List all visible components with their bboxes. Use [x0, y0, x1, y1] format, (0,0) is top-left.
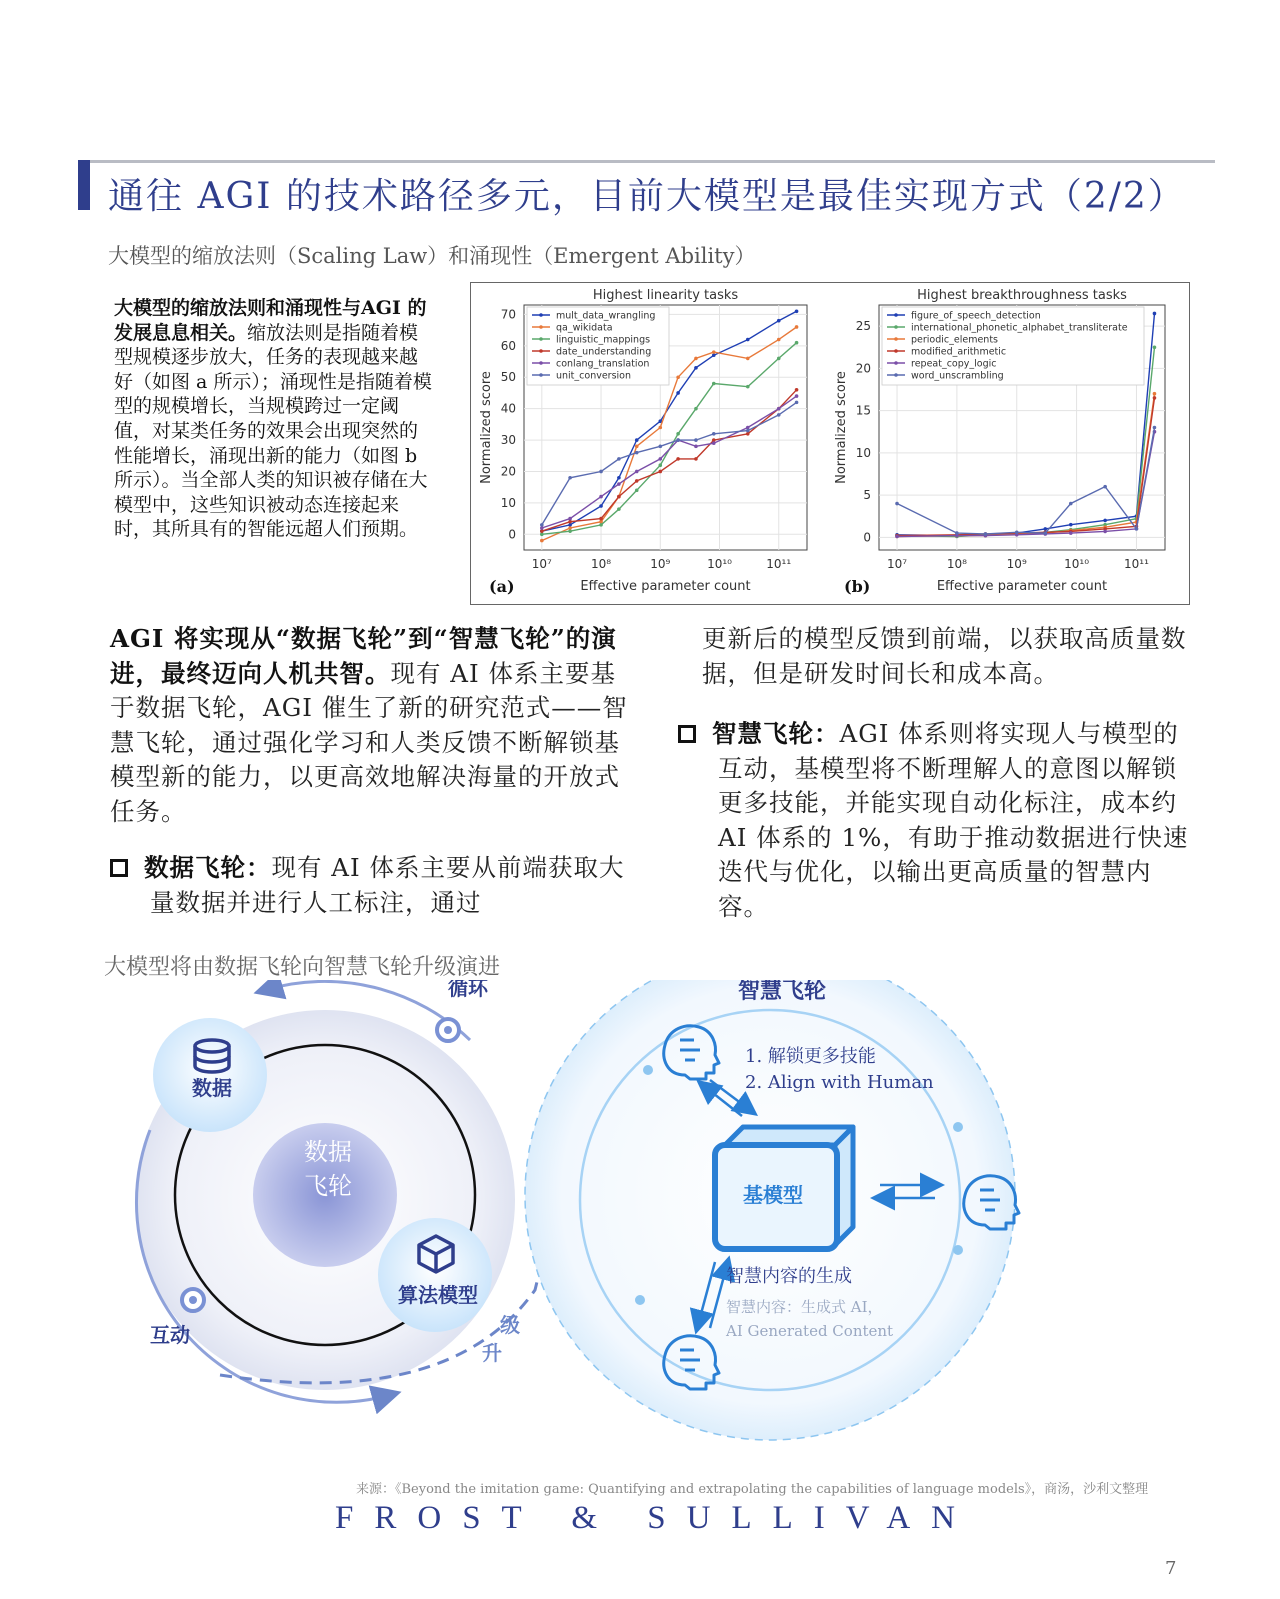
- x-axis-label: Effective parameter count: [936, 579, 1108, 594]
- legend-label: qa_wikidata: [556, 322, 613, 334]
- y-axis-label: Normalized score: [479, 371, 494, 484]
- legend-label: modified_arithmetic: [911, 346, 1007, 358]
- legend-marker: [894, 349, 898, 353]
- interact-label: 互动: [150, 1323, 190, 1347]
- y-tick-label: 25: [855, 319, 871, 334]
- legend-label: conlang_translation: [556, 358, 650, 370]
- y-tick-label: 10: [855, 445, 871, 460]
- algorithm-bubble-label: 算法模型: [398, 1283, 478, 1307]
- legend-marker: [539, 313, 543, 317]
- lead-text: 现有 AI 体系主要基于数据飞轮，AGI 催生了新的研究范式——智慧飞轮，通过强化学习和人类反馈不断解锁基模型新的能力，以更高效地解决海量的开放式任务。: [110, 658, 628, 826]
- data-flywheel-item: [110, 851, 630, 920]
- gen-title: 智慧内容的生成: [726, 1266, 852, 1287]
- y-tick-label: 20: [500, 464, 516, 479]
- page-title: 通往 AGI 的技术路径多元，目前大模型是最佳实现方式（2/2）: [108, 176, 1186, 217]
- data-point: [568, 476, 572, 480]
- cycle-label: 循环: [448, 980, 488, 1000]
- data-point: [658, 426, 662, 430]
- data-point: [676, 375, 680, 379]
- data-point: [635, 470, 639, 474]
- ring-dot: [643, 1065, 653, 1075]
- wisdom-flywheel-text: AGI 体系则将实现人与模型的互动，基模型将不断理解人的意图以解锁更多技能，并能实现自动化标注，成本约 AI 体系的 1%，有助于推动数据进行快速迭代与优化，以输出更高质量的智慧内容。: [718, 719, 1189, 921]
- data-point: [1153, 396, 1157, 400]
- data-point: [540, 526, 544, 530]
- chart-title: Highest linearity tasks: [592, 288, 739, 303]
- x-tick-label: 10¹¹: [1123, 557, 1149, 571]
- data-point: [635, 451, 639, 455]
- title-accent-bar: [78, 160, 90, 210]
- data-point: [777, 338, 781, 342]
- data-point: [712, 438, 716, 442]
- intro-text: 缩放法则是指随着模型规模逐步放大，任务的表现越来越好（如图 a 所示）；涌现性是指随着模型的规模增长，当规模跨过一定阈值，对某类任务的效果会出现突然的性能增长，涌现出新的能力（如图 b 所示）。当全部人类的知识被存储在大模型中，这些知识被动态连接起来时，其所具有的智能远超人们预期。: [114, 321, 432, 541]
- data-bubble-label: 数据: [192, 1076, 232, 1100]
- data-point: [635, 479, 639, 483]
- data-flywheel-bold: 数据飞轮：: [144, 853, 272, 882]
- x-tick-label: 10⁹: [1006, 557, 1027, 571]
- data-point: [795, 309, 799, 313]
- data-point: [712, 441, 716, 445]
- data-flywheel-continued: 更新后的模型反馈到前端，以获取高质量数据，但是研发时间长和成本高。: [702, 624, 1187, 688]
- panel-label: (b): [844, 577, 871, 596]
- data-point: [568, 523, 572, 527]
- legend-marker: [539, 325, 543, 329]
- page-number: 7: [1165, 1558, 1177, 1579]
- upgrade-label-1: 级: [500, 1313, 520, 1337]
- data-point: [795, 401, 799, 405]
- y-tick-label: 30: [500, 433, 516, 448]
- intro-paragraph: [114, 296, 432, 542]
- data-point: [635, 489, 639, 493]
- legend-marker: [539, 349, 543, 353]
- data-point: [568, 526, 572, 530]
- legend-label: unit_conversion: [556, 370, 632, 382]
- data-point: [1153, 426, 1157, 430]
- data-point: [1103, 485, 1107, 489]
- y-axis-label: Normalized score: [834, 371, 849, 484]
- data-point: [635, 445, 639, 449]
- legend-marker: [894, 361, 898, 365]
- y-tick-label: 70: [500, 307, 516, 322]
- data-point: [599, 504, 603, 508]
- data-point: [1069, 531, 1073, 535]
- body-left-column: [110, 622, 630, 920]
- legend-marker: [894, 313, 898, 317]
- x-axis-label: Effective parameter count: [580, 579, 751, 594]
- data-point: [676, 457, 680, 461]
- x-tick-label: 10⁹: [650, 557, 671, 571]
- data-point: [777, 319, 781, 323]
- ring-dot: [953, 1245, 963, 1255]
- data-point: [746, 432, 750, 436]
- data-point: [617, 457, 621, 461]
- data-point: [1153, 312, 1157, 316]
- legend-label: periodic_elements: [911, 334, 998, 346]
- legend-label: linguistic_mappings: [556, 334, 651, 346]
- title-rule: [90, 160, 1215, 163]
- x-tick-label: 10¹⁰: [707, 557, 732, 571]
- data-point: [568, 520, 572, 524]
- data-point: [712, 382, 716, 386]
- legend-marker: [894, 325, 898, 329]
- legend-marker: [539, 337, 543, 341]
- source-note: 来源：《Beyond the imitation game: Quantifying and extrapolating the capabilities of language models》，商汤，沙利文整理: [356, 1482, 1149, 1497]
- data-point: [599, 495, 603, 499]
- data-point: [1135, 527, 1139, 531]
- upgrade-label-2: 升: [482, 1341, 502, 1365]
- data-point: [694, 457, 698, 461]
- data-point: [1069, 502, 1073, 506]
- data-point: [676, 432, 680, 436]
- legend-label: word_unscrambling: [911, 370, 1004, 382]
- data-point: [617, 495, 621, 499]
- data-point: [694, 357, 698, 361]
- data-point: [658, 470, 662, 474]
- wisdom-flywheel-title: 智慧飞轮: [738, 980, 827, 1004]
- y-tick-label: 50: [500, 370, 516, 385]
- data-point: [1043, 531, 1047, 535]
- lead-bold: AGI 将实现从“数据飞轮”到“智慧飞轮”的演进，最终迈向人机共智。: [110, 624, 617, 688]
- data-point: [599, 523, 603, 527]
- chart-title: Highest breakthroughness tasks: [917, 288, 1127, 303]
- flywheel-diagram: [120, 980, 1180, 1450]
- data-point: [895, 502, 899, 506]
- y-tick-label: 5: [863, 488, 871, 503]
- legend-label: mult_data_wrangling: [556, 310, 656, 322]
- step-2-label: 2. Align with Human: [745, 1072, 934, 1093]
- data-point: [795, 341, 799, 345]
- data-point: [777, 407, 781, 411]
- core-label-2: 飞轮: [304, 1172, 352, 1200]
- data-point: [795, 394, 799, 398]
- y-tick-label: 40: [500, 401, 516, 416]
- legend-label: figure_of_speech_detection: [911, 310, 1041, 322]
- data-point: [712, 353, 716, 357]
- wisdom-flywheel-bold: 智慧飞轮：: [712, 719, 840, 748]
- data-point: [1103, 519, 1107, 523]
- data-point: [1103, 530, 1107, 534]
- lead-paragraph: [110, 622, 630, 829]
- gen-sub-2: AI Generated Content: [726, 1322, 894, 1340]
- square-bullet-icon: [110, 859, 128, 877]
- data-point: [599, 470, 603, 474]
- data-point: [777, 413, 781, 417]
- legend-marker: [894, 373, 898, 377]
- data-point: [694, 445, 698, 449]
- data-point: [746, 385, 750, 389]
- data-point: [540, 539, 544, 543]
- data-point: [712, 350, 716, 354]
- legend-marker: [894, 337, 898, 341]
- y-tick-label: 0: [863, 530, 871, 545]
- data-point: [658, 457, 662, 461]
- step-1-label: 1. 解锁更多技能: [745, 1046, 876, 1067]
- brand-logo: FROST & SULLIVAN: [335, 1500, 977, 1536]
- data-point: [746, 426, 750, 430]
- scaling-figure: [470, 282, 1190, 605]
- ring-dot: [635, 1295, 645, 1305]
- data-point: [658, 463, 662, 467]
- data-point: [1153, 392, 1157, 396]
- y-tick-label: 20: [855, 361, 871, 376]
- data-point: [694, 366, 698, 370]
- gen-sub-1: 智慧内容：生成式 AI，: [726, 1298, 883, 1316]
- data-point: [540, 529, 544, 533]
- data-point: [676, 391, 680, 395]
- data-point: [1069, 523, 1073, 527]
- data-point: [568, 529, 572, 533]
- intro-bold: 大模型的缩放法则和涌现性与AGI 的发展息息相关。: [114, 297, 427, 344]
- data-point: [795, 325, 799, 329]
- ring-dot: [953, 1122, 963, 1132]
- y-tick-label: 10: [500, 495, 516, 510]
- data-flywheel-text: 现有 AI 体系主要从前端获取大量数据并进行人工标注，通过: [150, 853, 625, 917]
- square-bullet-icon: [678, 725, 696, 743]
- data-point: [635, 438, 639, 442]
- legend-label: repeat_copy_logic: [911, 358, 997, 370]
- data-point: [777, 357, 781, 361]
- y-tick-label: 0: [508, 527, 516, 542]
- data-point: [568, 517, 572, 521]
- x-tick-label: 10⁷: [886, 557, 908, 571]
- data-bubble: [153, 1018, 267, 1132]
- data-point: [746, 357, 750, 361]
- data-point: [617, 507, 621, 511]
- y-tick-label: 15: [855, 403, 871, 418]
- core-label-1: 数据: [304, 1138, 352, 1166]
- data-point: [1153, 345, 1157, 349]
- cycle-node-dot: [444, 1026, 452, 1034]
- diagram-caption: 大模型将由数据飞轮向智慧飞轮升级演进: [104, 955, 501, 980]
- data-point: [1043, 527, 1047, 531]
- wisdom-flywheel-item: [678, 717, 1198, 924]
- body-right-column: [678, 622, 1198, 924]
- data-point: [617, 476, 621, 480]
- data-point: [694, 407, 698, 411]
- data-point: [676, 438, 680, 442]
- data-point: [712, 432, 716, 436]
- x-tick-label: 10⁷: [531, 557, 552, 571]
- data-point: [955, 531, 959, 535]
- data-point: [746, 338, 750, 342]
- data-point: [795, 388, 799, 392]
- data-point: [540, 523, 544, 527]
- legend-marker: [539, 361, 543, 365]
- x-tick-label: 10¹⁰: [1064, 557, 1090, 571]
- panel-label: (a): [489, 577, 515, 596]
- legend-label: date_understanding: [556, 346, 652, 358]
- flywheel-diagram-svg: [120, 980, 1180, 1450]
- scaling-charts-svg: [471, 283, 1189, 604]
- data-point: [984, 532, 988, 536]
- legend-marker: [539, 373, 543, 377]
- x-tick-label: 10⁸: [946, 557, 967, 571]
- base-model-label: 基模型: [743, 1183, 803, 1207]
- data-point: [617, 482, 621, 486]
- x-tick-label: 10¹¹: [766, 557, 792, 571]
- data-point: [694, 438, 698, 442]
- data-point: [658, 445, 662, 449]
- legend-label: international_phonetic_alphabet_transliterate: [911, 322, 1128, 334]
- data-point: [895, 535, 899, 539]
- data-point: [746, 429, 750, 433]
- x-tick-label: 10⁸: [591, 557, 612, 571]
- figure-subtitle: 大模型的缩放法则（Scaling Law）和涌现性（Emergent Ability）: [108, 244, 756, 268]
- y-tick-label: 60: [500, 338, 516, 353]
- data-point: [540, 532, 544, 536]
- data-point: [1015, 530, 1019, 534]
- data-point: [599, 517, 603, 521]
- interact-node-dot: [189, 1296, 197, 1304]
